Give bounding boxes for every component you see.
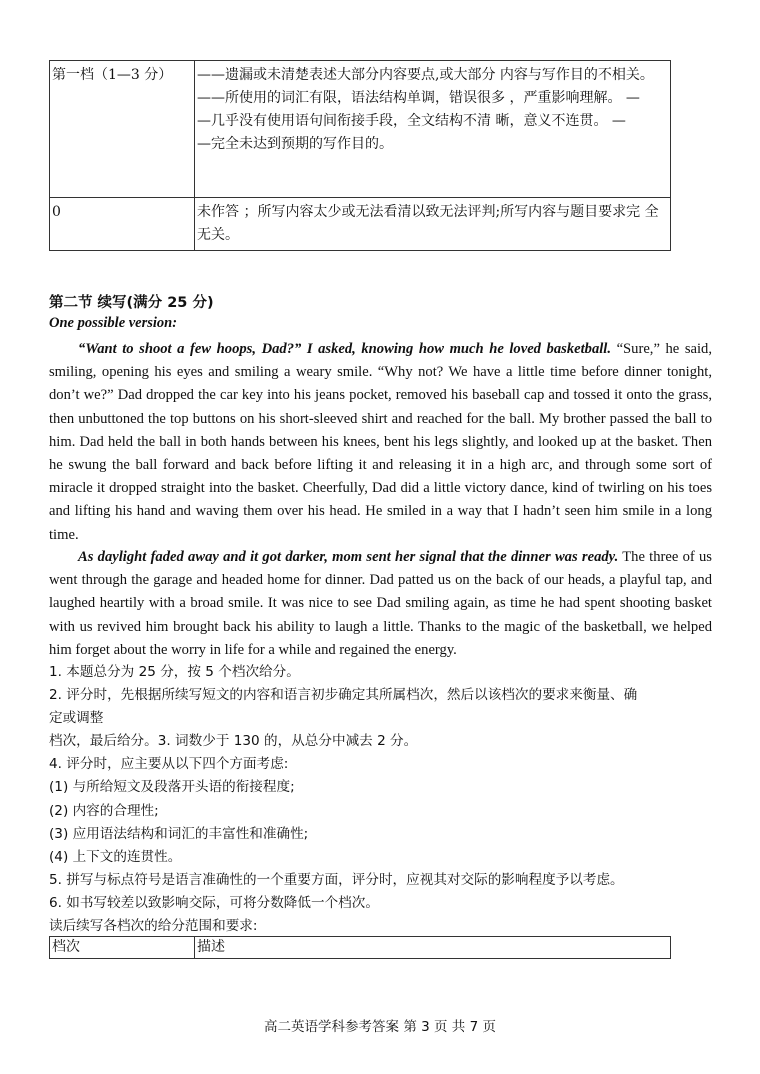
note-line: (3) 应用语法结构和词汇的丰富性和准确性; [49, 825, 309, 842]
version-label: One possible version: [49, 315, 178, 331]
description-line: —几乎没有使用语句间衔接手段，全文结构不清 晰，意义不连贯。 — [197, 113, 626, 129]
essay-paragraph-1 [49, 338, 712, 547]
note-line: (2) 内容的合理性; [49, 802, 159, 819]
description-line: 未作答 ；所写内容太少或无法看清以致无法评判;所写内容与题目要求完 全无关。 [197, 204, 659, 243]
note-line: 读后续写各档次的给分范围和要求: [49, 918, 258, 935]
note-line: 定或调整 [49, 710, 104, 727]
scoring-notes [49, 661, 713, 938]
note-line: 1. 本题总分为 25 分，按 5 个档次给分。 [49, 664, 300, 680]
paragraph-body: “Sure,” he said, smiling, opening his eyes and smiling a weary smile. “Why not? We have a little time before dinner tonight, don’t we?” Dad dropped the car key into his jeans pocket, removed his baseball cap and tossed it onto the grass, then unbuttoned the top buttons on his short-sleeved shirt and reached for the ball. My brother passed the ball to him. Dad held the ball in both hands between his knees, bent his legs slightly, and looked up at the basket. Then he swung the ball forward and back before lifting it and releasing it in a high arc, and through some sort of miracle it dropped straight into the basket. Cheerfully, Dad did a little victory dance, kind of twirling on his toes and lifting his hand and waving them over his head. He smiled in a way that I hadn’t seen him smile in a long time. [49, 341, 712, 543]
description-cell [195, 61, 671, 198]
table-header-row [50, 937, 671, 959]
column-header-grade: 档次 [50, 937, 195, 959]
description-line: —完全未达到预期的写作目的。 [197, 136, 393, 152]
grading-table-header [49, 936, 671, 959]
note-line: 6. 如书写较差以致影响交际，可将分数降低一个档次。 [49, 894, 379, 911]
description-line: ——所使用的词汇有限，语法结构单调，错误很多 ，严重影响理解。 — [197, 90, 640, 106]
note-line: (1) 与所给短文及段落开头语的衔接程度; [49, 779, 295, 796]
note-line: 4. 评分时，应主要从以下四个方面考虑: [49, 756, 289, 773]
note-line: 档次，最后给分。3. 词数少于 130 的，从总分中减去 2 分。 [49, 733, 418, 750]
description-line: ——遗漏或未清楚表述大部分内容要点,或大部分 内容与写作目的不相关。 [197, 67, 654, 83]
table-row [50, 61, 671, 198]
paragraph-body: The three of us went through the garage and headed home for dinner. Dad patted us on the back of our heads, a playful tap, and laughed heartily with a broad smile. It was nice to see Dad smiling again, as time he had spent shooting basket with us revived him brought back his ability to laugh a little. Thanks to the magic of the basketball, we helped him forget about the worry in life for a while and regained the energy. [49, 549, 712, 658]
note-line: 5. 拼写与标点符号是语言准确性的一个重要方面，评分时，应视其对交际的影响程度予以考虑。 [49, 871, 624, 888]
note-line: (4) 上下文的连贯性。 [49, 848, 182, 865]
note-line: 2. 评分时，先根据所续写短文的内容和语言初步确定其所属档次，然后以该档次的要求来衡量、确 [49, 687, 638, 704]
grade-cell: 第一档（1—3 分） [50, 61, 195, 198]
page-footer: 高二英语学科参考答案 第 3 页 共 7 页 [264, 1019, 496, 1035]
grading-table-continued [49, 60, 671, 251]
paragraph-opening-sentence: “Want to shoot a few hoops, Dad?” I asked, knowing how much he loved basketball. [78, 341, 611, 357]
table-row [50, 198, 671, 251]
grade-cell: 0 [50, 198, 195, 251]
paragraph-opening-sentence: As daylight faded away and it got darker, mom sent her signal that the dinner was ready. [78, 549, 619, 565]
column-header-description: 描述 [195, 937, 671, 959]
essay-paragraph-2 [49, 546, 712, 662]
section-heading: 第二节 续写(满分 25 分) [49, 295, 214, 311]
description-cell [195, 198, 671, 251]
